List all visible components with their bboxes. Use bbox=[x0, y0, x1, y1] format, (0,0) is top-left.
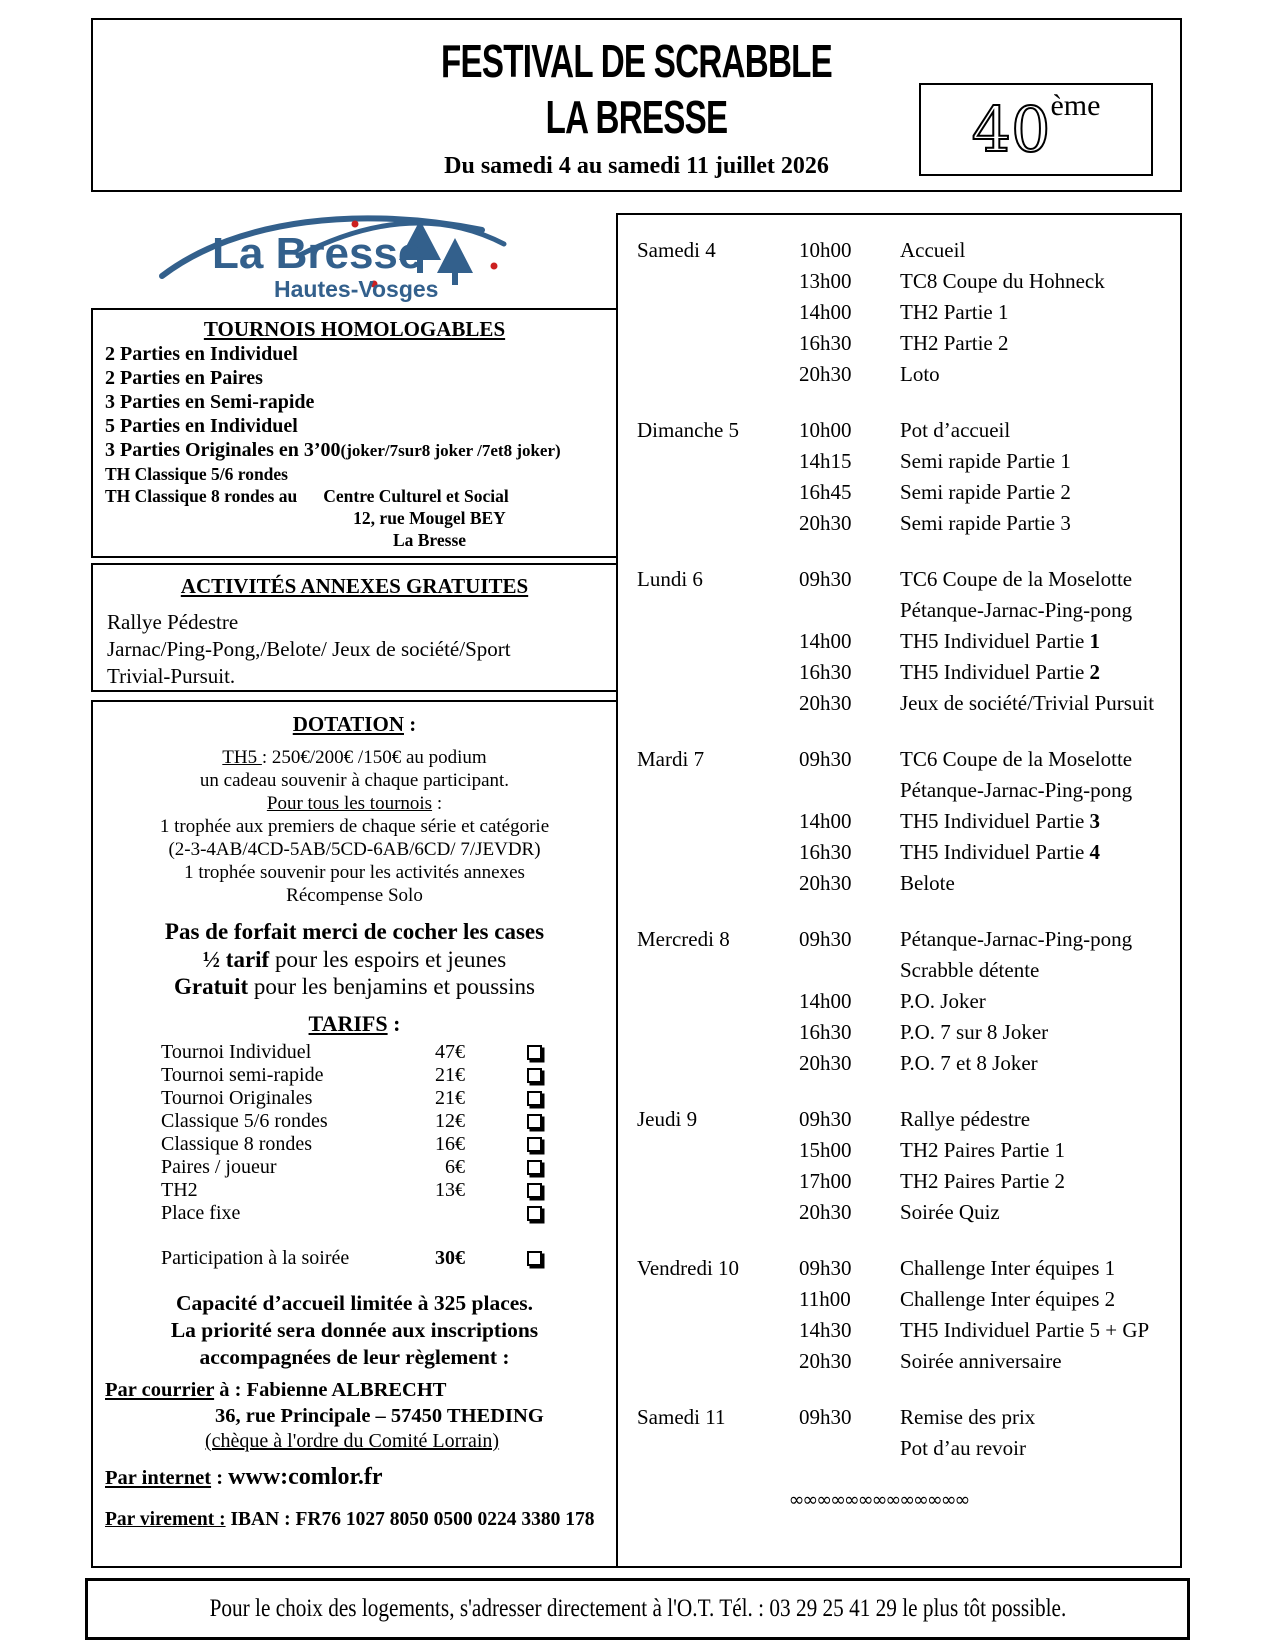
tournois-line-text: 3 Parties en Semi-rapide bbox=[105, 391, 315, 413]
schedule-event: Pot d’au revoir bbox=[900, 1436, 1026, 1460]
schedule-day-label bbox=[637, 595, 799, 626]
tarif-checkbox[interactable] bbox=[527, 1160, 542, 1175]
schedule-time: 14h30 bbox=[799, 1318, 852, 1342]
schedule-row bbox=[637, 1315, 1180, 1346]
schedule-event: TH5 Individuel Partie 5 + GP bbox=[900, 1318, 1150, 1342]
tarif-checkbox[interactable] bbox=[527, 1114, 542, 1129]
schedule-row bbox=[637, 1166, 1180, 1197]
tarif-checkbox[interactable] bbox=[527, 1091, 542, 1106]
schedule-event: Pétanque-Jarnac-Ping-pong bbox=[900, 927, 1133, 951]
footer-box bbox=[85, 1578, 1190, 1640]
schedule-event: Accueil bbox=[900, 238, 966, 262]
tournois-address2: La Bresse bbox=[392, 530, 467, 550]
schedule-row bbox=[637, 837, 1180, 868]
footer-note: Pour le choix des logements, s'adresser directement à l'O.T. Tél. : 03 29 25 41 29 le plus tôt possible. bbox=[209, 1595, 1066, 1622]
schedule-row bbox=[637, 688, 1180, 719]
schedule-row bbox=[637, 446, 1180, 477]
schedule-row bbox=[637, 1346, 1180, 1377]
contact-address: 36, rue Principale – 57450 THEDING bbox=[215, 1405, 544, 1427]
schedule-event: TH2 Partie 1 bbox=[900, 300, 1009, 324]
schedule-time bbox=[799, 955, 900, 986]
tarif-label: TH2 bbox=[161, 1179, 198, 1201]
tournois-title: TOURNOIS HOMOLOGABLES bbox=[203, 317, 506, 341]
schedule-row bbox=[637, 1017, 1180, 1048]
schedule-time: 16h45 bbox=[799, 480, 852, 504]
tarif-label: Tournoi Originales bbox=[161, 1087, 313, 1109]
schedule-time: 15h00 bbox=[799, 1138, 852, 1162]
tournois-address1: 12, rue Mougel BEY bbox=[353, 508, 506, 528]
schedule-event: Loto bbox=[900, 362, 940, 386]
schedule-event: TC8 Coupe du Hohneck bbox=[900, 269, 1105, 293]
dotation-series: (2-3-4AB/4CD-5AB/5CD-6AB/6CD/ 7/JEVDR) bbox=[168, 839, 541, 860]
schedule-row bbox=[637, 1402, 1180, 1433]
dotation-trophee2: 1 trophée souvenir pour les activités annexes bbox=[184, 862, 525, 883]
schedule-day-label bbox=[637, 266, 799, 297]
schedule-time: 20h30 bbox=[799, 1349, 852, 1373]
tournois-line bbox=[93, 342, 616, 366]
schedule-time: 09h30 bbox=[799, 1405, 852, 1429]
schedule-day-label: Dimanche 5 bbox=[637, 418, 740, 442]
schedule-row bbox=[637, 1433, 1180, 1464]
tarif-checkbox[interactable] bbox=[527, 1068, 542, 1083]
schedule-time: 09h30 bbox=[799, 567, 852, 591]
tournois-box bbox=[91, 308, 618, 558]
activites-title: ACTIVITÉS ANNEXES GRATUITES bbox=[180, 574, 529, 598]
activites-box bbox=[91, 563, 618, 692]
tarif-label: Tournoi Individuel bbox=[161, 1041, 312, 1063]
capacite-block bbox=[93, 1290, 616, 1371]
schedule-event: Soirée anniversaire bbox=[900, 1349, 1062, 1373]
tarif-label: Classique 8 rondes bbox=[161, 1133, 313, 1155]
schedule-time: 11h00 bbox=[799, 1287, 851, 1311]
tarif-price: 47€ bbox=[435, 1041, 465, 1063]
tournois-line-paren: (joker/7sur8 joker /7et8 joker) bbox=[340, 441, 561, 460]
contact-internet: Par internet : www:comlor.fr bbox=[105, 1464, 383, 1490]
schedule-time: 16h30 bbox=[799, 660, 852, 684]
schedule-day-group bbox=[637, 744, 1180, 899]
schedule-row bbox=[637, 415, 1180, 446]
schedule-event: TH5 Individuel Partie 4 bbox=[900, 840, 1101, 864]
activites-line: Trivial-Pursuit. bbox=[107, 664, 236, 688]
tournois-line-text: 2 Parties en Individuel bbox=[105, 343, 298, 365]
schedule-time bbox=[799, 1433, 900, 1464]
activites-line: Jarnac/Ping-Pong,/Belote/ Jeux de société/Sport bbox=[107, 637, 511, 661]
schedule-day-label: Lundi 6 bbox=[637, 567, 703, 591]
soiree-price: 30€ bbox=[435, 1247, 465, 1269]
dotation-th5: TH5 : 250€/200€ /150€ au podium bbox=[222, 747, 487, 768]
tarif-label: Paires / joueur bbox=[161, 1156, 277, 1178]
logo-red-dot bbox=[491, 263, 498, 270]
tarif-checkbox[interactable] bbox=[527, 1183, 542, 1198]
tournois-line-text: 2 Parties en Paires bbox=[105, 367, 263, 389]
schedule-event: TC6 Coupe de la Moselotte bbox=[900, 747, 1133, 771]
contact-courrier: Par courrier à : Fabienne ALBRECHT bbox=[105, 1379, 447, 1401]
schedule-row bbox=[637, 986, 1180, 1017]
contact-block bbox=[93, 1377, 616, 1533]
schedule-day-label bbox=[637, 868, 799, 899]
tournois-line-text: TH Classique 5/6 rondes bbox=[105, 464, 288, 484]
pine-tree-icon bbox=[437, 238, 473, 273]
tournois-line bbox=[93, 390, 616, 414]
schedule-event: Semi rapide Partie 1 bbox=[900, 449, 1071, 473]
schedule-day-label: Jeudi 9 bbox=[637, 1107, 698, 1131]
schedule-time: 16h30 bbox=[799, 331, 852, 355]
contact-virement: Par virement : IBAN : FR76 1027 8050 0500 0224 3380 178 bbox=[105, 1509, 595, 1530]
schedule-row bbox=[637, 1253, 1180, 1284]
schedule-day-label bbox=[637, 688, 799, 719]
schedule-day-group bbox=[637, 1402, 1180, 1464]
schedule-event: Semi rapide Partie 3 bbox=[900, 511, 1071, 535]
schedule-time: 20h30 bbox=[799, 511, 852, 535]
schedule-day-label: Vendredi 10 bbox=[637, 1256, 740, 1280]
labresse-logo-graphic bbox=[148, 198, 513, 306]
tarif-price: 12€ bbox=[435, 1110, 465, 1132]
schedule-row bbox=[637, 266, 1180, 297]
schedule-day-label bbox=[637, 1166, 799, 1197]
logo-region: Hautes-Vosges bbox=[274, 276, 439, 302]
schedule-row bbox=[637, 1104, 1180, 1135]
schedule-day-label bbox=[637, 477, 799, 508]
schedule-time: 10h00 bbox=[799, 238, 852, 262]
schedule-row bbox=[637, 1197, 1180, 1228]
schedule-time: 14h00 bbox=[799, 300, 852, 324]
schedule-event: P.O. 7 et 8 Joker bbox=[900, 1051, 1038, 1075]
schedule-time: 16h30 bbox=[799, 840, 852, 864]
logo-red-dot bbox=[352, 221, 359, 228]
schedule-event: Pétanque-Jarnac-Ping-pong bbox=[900, 778, 1133, 802]
soiree-label: Participation à la soirée bbox=[161, 1247, 350, 1269]
schedule-event: Challenge Inter équipes 2 bbox=[900, 1287, 1116, 1311]
schedule-day-label bbox=[637, 806, 799, 837]
tarif-row bbox=[93, 1202, 616, 1225]
schedule-event: Scrabble détente bbox=[900, 958, 1040, 982]
soiree-checkbox[interactable] bbox=[527, 1251, 542, 1266]
schedule-event: TH2 Partie 2 bbox=[900, 331, 1009, 355]
schedule-row bbox=[637, 626, 1180, 657]
schedule-day-label: Mercredi 8 bbox=[637, 927, 730, 951]
forfait-line2: ½ tarif pour les espoirs et jeunes bbox=[202, 947, 507, 972]
capacite-line2: La priorité sera donnée aux inscriptions bbox=[170, 1318, 539, 1342]
schedule-event: Semi rapide Partie 2 bbox=[900, 480, 1071, 504]
tarif-price: 6€ bbox=[445, 1156, 465, 1178]
contact-cheque: (chèque à l'ordre du Comité Lorrain) bbox=[205, 1430, 500, 1452]
schedule-row bbox=[637, 235, 1180, 266]
schedule-event: Soirée Quiz bbox=[900, 1200, 1000, 1224]
schedule-row bbox=[637, 657, 1180, 688]
schedule-day-label bbox=[637, 446, 799, 477]
festival-title-line2: LA BRESSE bbox=[545, 91, 728, 143]
schedule-row bbox=[637, 1135, 1180, 1166]
tarif-label: Tournoi semi-rapide bbox=[161, 1064, 324, 1086]
capacite-line1: Capacité d’accueil limitée à 325 places. bbox=[175, 1291, 534, 1315]
schedule-day-label: Mardi 7 bbox=[637, 747, 705, 771]
schedule-day-label: Samedi 4 bbox=[637, 238, 716, 262]
forfait-line1: Pas de forfait merci de cocher les cases bbox=[164, 919, 545, 944]
tarif-row bbox=[93, 1156, 616, 1179]
schedule-day-label bbox=[637, 1284, 799, 1315]
schedule-event: TH2 Paires Partie 1 bbox=[900, 1138, 1066, 1162]
schedule-day-label bbox=[637, 626, 799, 657]
schedule-event: TH2 Paires Partie 2 bbox=[900, 1169, 1066, 1193]
schedule-row bbox=[637, 775, 1180, 806]
forfait-line3: Gratuit pour les benjamins et poussins bbox=[174, 974, 535, 999]
schedule-time: 20h30 bbox=[799, 1051, 852, 1075]
schedule-row bbox=[637, 955, 1180, 986]
tarifs-title: TARIFS : bbox=[308, 1011, 401, 1036]
schedule-time: 09h30 bbox=[799, 747, 852, 771]
schedule-day-group bbox=[637, 1253, 1180, 1377]
schedule-row bbox=[637, 868, 1180, 899]
tarif-checkbox[interactable] bbox=[527, 1137, 542, 1152]
schedule-day-label bbox=[637, 508, 799, 539]
schedule-day-group bbox=[637, 564, 1180, 719]
tarif-checkbox[interactable] bbox=[527, 1045, 542, 1060]
edition-number: 40 bbox=[971, 92, 1051, 166]
schedule-event: TH5 Individuel Partie 3 bbox=[900, 809, 1101, 833]
schedule-day-label bbox=[637, 1315, 799, 1346]
schedule-day-label bbox=[637, 1197, 799, 1228]
edition-suffix: ème bbox=[1050, 88, 1101, 122]
schedule-time: 13h00 bbox=[799, 269, 852, 293]
tarif-price: 16€ bbox=[435, 1133, 465, 1155]
website-url: www:comlor.fr bbox=[228, 1464, 383, 1490]
schedule-day-label bbox=[637, 837, 799, 868]
schedule-row bbox=[637, 744, 1180, 775]
schedule-time: 14h15 bbox=[799, 449, 852, 473]
schedule-day-label bbox=[637, 328, 799, 359]
capacite-line3: accompagnées de leur règlement : bbox=[199, 1345, 510, 1369]
festival-title-line1: FESTIVAL DE SCRABBLE bbox=[440, 35, 833, 87]
schedule-event: Rallye pédestre bbox=[900, 1107, 1031, 1131]
schedule-event: Jeux de société/Trivial Pursuit bbox=[900, 691, 1155, 715]
schedule-time: 20h30 bbox=[799, 1200, 852, 1224]
activites-lines bbox=[93, 609, 616, 690]
schedule-time: 10h00 bbox=[799, 418, 852, 442]
schedule-day-label bbox=[637, 1017, 799, 1048]
schedule-day-label bbox=[637, 775, 799, 806]
tarif-checkbox[interactable] bbox=[527, 1206, 542, 1221]
tarif-row bbox=[93, 1110, 616, 1133]
dotation-solo: Récompense Solo bbox=[286, 885, 423, 906]
schedule-event: Remise des prix bbox=[900, 1405, 1036, 1429]
schedule-row bbox=[637, 806, 1180, 837]
schedule-row bbox=[637, 924, 1180, 955]
logo-name: La Bresse bbox=[212, 229, 423, 278]
schedule-row bbox=[637, 477, 1180, 508]
schedule-day-label bbox=[637, 955, 799, 986]
schedule-time: 09h30 bbox=[799, 1107, 852, 1131]
schedule-event: TH5 Individuel Partie 1 bbox=[900, 629, 1101, 653]
schedule-time: 09h30 bbox=[799, 1256, 852, 1280]
schedule-day-group bbox=[637, 924, 1180, 1079]
schedule-day-group bbox=[637, 415, 1180, 539]
tournois-line-text: 3 Parties Originales en 3’00 bbox=[105, 439, 341, 461]
tournois-venue: Centre Culturel et Social bbox=[323, 486, 509, 506]
schedule-day-label bbox=[637, 359, 799, 390]
schedule-time bbox=[799, 595, 900, 626]
tournois-line bbox=[93, 438, 616, 463]
schedule-row bbox=[637, 1048, 1180, 1079]
schedule-time: 17h00 bbox=[799, 1169, 852, 1193]
schedule-event: Pétanque-Jarnac-Ping-pong bbox=[900, 598, 1133, 622]
schedule-event: TC6 Coupe de la Moselotte bbox=[900, 567, 1133, 591]
schedule-time: 20h30 bbox=[799, 871, 852, 895]
schedule-day-label: Samedi 11 bbox=[637, 1405, 726, 1429]
schedule-time: 20h30 bbox=[799, 691, 852, 715]
dotation-box bbox=[91, 700, 618, 1568]
forfait-block bbox=[93, 917, 616, 1000]
tournois-line bbox=[93, 463, 616, 485]
schedule-day-label bbox=[637, 1346, 799, 1377]
schedule-row bbox=[637, 359, 1180, 390]
tarif-row bbox=[93, 1087, 616, 1110]
tarif-label: Place fixe bbox=[161, 1202, 241, 1224]
tarif-label: Classique 5/6 rondes bbox=[161, 1110, 328, 1132]
schedule-event: Challenge Inter équipes 1 bbox=[900, 1256, 1116, 1280]
schedule-box bbox=[616, 213, 1182, 1568]
activites-line: Rallye Pédestre bbox=[107, 610, 239, 634]
schedule-divider-ornament: ∞∞∞∞∞∞∞∞∞∞∞∞∞ bbox=[788, 1489, 969, 1511]
schedule-event: P.O. 7 sur 8 Joker bbox=[900, 1020, 1049, 1044]
tarif-row bbox=[93, 1041, 616, 1064]
schedule-day-label bbox=[637, 657, 799, 688]
tournois-lines bbox=[93, 342, 616, 507]
schedule-time: 20h30 bbox=[799, 362, 852, 386]
schedule-table bbox=[637, 235, 1180, 1464]
tarif-price: 21€ bbox=[435, 1087, 465, 1109]
schedule-time: 14h00 bbox=[799, 809, 852, 833]
schedule-day-label bbox=[637, 1433, 799, 1464]
schedule-row bbox=[637, 595, 1180, 626]
schedule-row bbox=[637, 508, 1180, 539]
schedule-row bbox=[637, 328, 1180, 359]
tarif-row bbox=[93, 1133, 616, 1156]
schedule-event: TH5 Individuel Partie 2 bbox=[900, 660, 1101, 684]
schedule-time: 14h00 bbox=[799, 629, 852, 653]
tarif-row bbox=[93, 1064, 616, 1087]
tarif-price: 13€ bbox=[435, 1179, 465, 1201]
schedule-day-group bbox=[637, 235, 1180, 390]
dotation-title: DOTATION : bbox=[292, 712, 417, 736]
soiree-row bbox=[93, 1247, 616, 1270]
schedule-time bbox=[799, 775, 900, 806]
tarif-table bbox=[93, 1041, 616, 1225]
tournois-line bbox=[93, 414, 616, 438]
schedule-time: 14h00 bbox=[799, 989, 852, 1013]
schedule-event: P.O. Joker bbox=[900, 989, 986, 1013]
schedule-event: Belote bbox=[900, 871, 955, 895]
dotation-tous-tournois: Pour tous les tournois : bbox=[266, 793, 443, 814]
schedule-day-group bbox=[637, 1104, 1180, 1228]
tournois-line-text: TH Classique 8 rondes au bbox=[105, 486, 298, 506]
schedule-row bbox=[637, 564, 1180, 595]
labresse-logo bbox=[148, 198, 513, 306]
dotation-trophee1: 1 trophée aux premiers de chaque série et catégorie bbox=[159, 816, 550, 837]
schedule-row bbox=[637, 1284, 1180, 1315]
dotation-cadeau: un cadeau souvenir à chaque participant. bbox=[199, 770, 510, 791]
schedule-time: 16h30 bbox=[799, 1020, 852, 1044]
schedule-day-label bbox=[637, 297, 799, 328]
schedule-day-label bbox=[637, 986, 799, 1017]
tournois-line bbox=[93, 366, 616, 390]
schedule-event: Pot d’accueil bbox=[900, 418, 1011, 442]
schedule-row bbox=[637, 297, 1180, 328]
tarif-row bbox=[93, 1179, 616, 1202]
tournois-line bbox=[93, 485, 616, 507]
edition-badge bbox=[919, 83, 1153, 176]
tarif-price: 21€ bbox=[435, 1064, 465, 1086]
schedule-day-label bbox=[637, 1135, 799, 1166]
tournois-line-text: 5 Parties en Individuel bbox=[105, 415, 298, 437]
schedule-day-label bbox=[637, 1048, 799, 1079]
schedule-time: 09h30 bbox=[799, 927, 852, 951]
festival-dates: Du samedi 4 au samedi 11 juillet 2026 bbox=[444, 153, 829, 179]
